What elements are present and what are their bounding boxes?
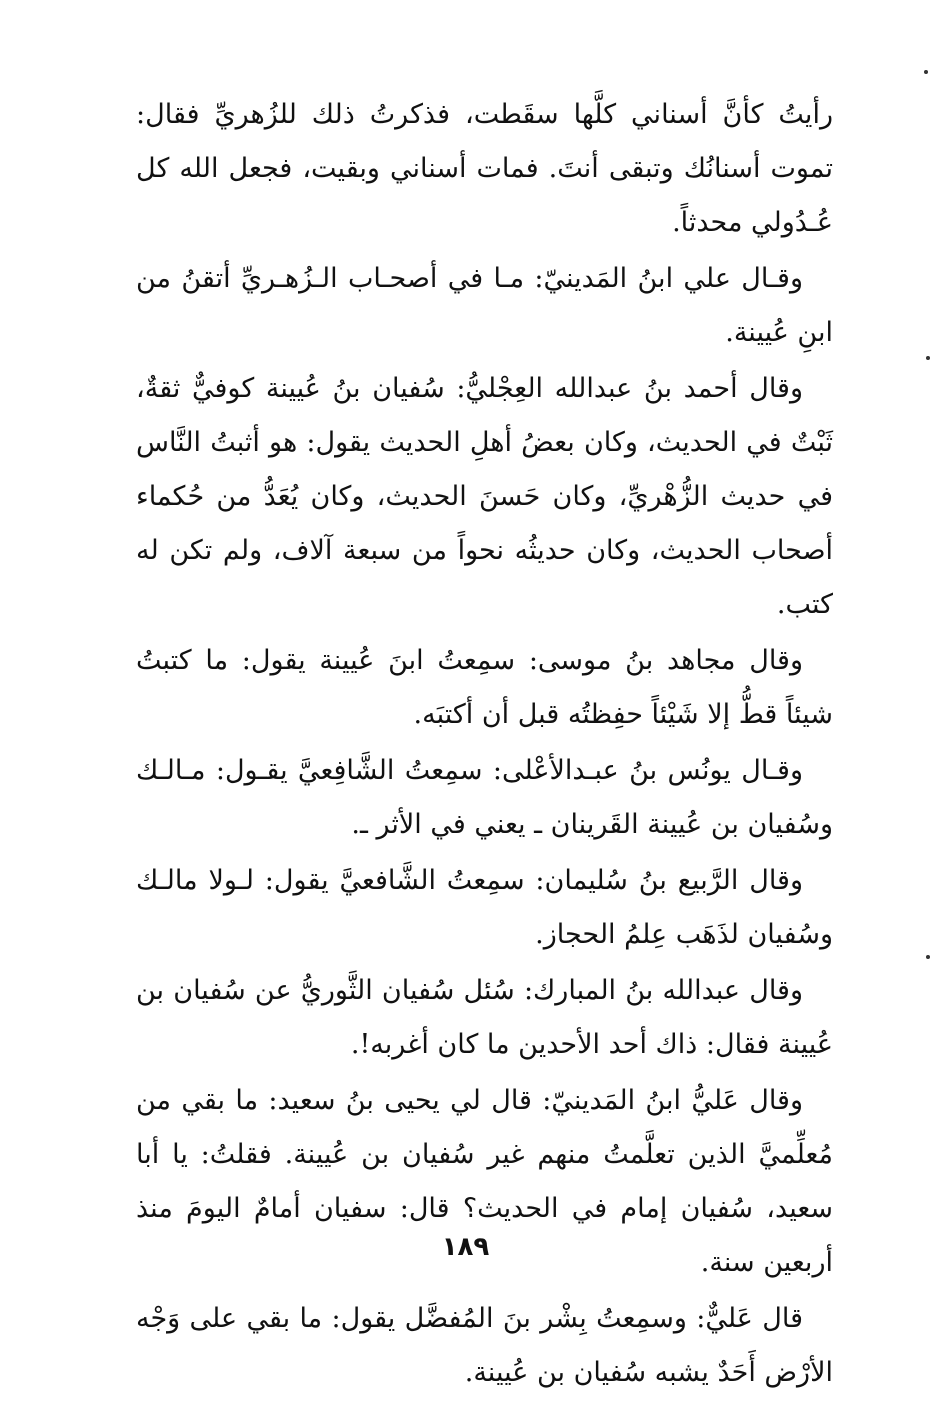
paragraph: وقال عَليُّ ابنُ المَدينيّ: قال لي يحيى بنُ سعيد: ما بقي من مُعلِّميَّ الذين تعلَّمتُ منهم غير سُفيان بن عُيينة. فقلتُ: يا أبا سعيد، سُفيان إمام في الحديث؟ قال: سفيان أمامٌ اليومَ منذ أربعين سنة.: [136, 1085, 833, 1278]
paragraph: وقال عبدالله بنُ المبارك: سُئل سُفيان الثَّوريُّ عن سُفيان بن عُيينة فقال: ذاك أحد الأحدين ما كان أغربه!.: [136, 975, 833, 1060]
paragraph: وقال مجاهد بنُ موسى: سمِعتُ ابنَ عُيينة يقول: ما كتبتُ شيئاً قطُّ إلا شَيْئاً حفِظتُه قبل أن أكتبَه.: [136, 645, 833, 730]
paragraph: قال عَليٌّ: وسمِعتُ بِشْر بنَ المُفضَّل يقول: ما بقي على وَجْه الأرْض أَحَدٌ يشبه سُفيان بن عُيينة.: [136, 1303, 833, 1388]
margin-dot: [926, 955, 930, 959]
paragraph: وقال الرَّبيع بنُ سُليمان: سمِعتُ الشَّافعيَّ يقول: لـولا مالـك وسُفيان لذَهَب عِلمُ الحجاز.: [136, 865, 833, 950]
paragraph: وقـال علي ابنُ المَدينيّ: مـا في أصحـاب الـزُهـريِّ أتقنُ من ابنِ عُيينة.: [136, 263, 833, 348]
margin-dot: [926, 356, 930, 360]
page-number: ١٨٩: [441, 1232, 490, 1262]
paragraph: رأيتُ كأنَّ أسناني كلَّها سقَطت، فذكرتُ ذلك للزُهريِّ فقال: تموت أسنانُك وتبقى أنتَ. فمات أسناني وبقيت، فجعل الله كل عُـدُولي محدثاً.: [136, 99, 833, 238]
margin-dot: [924, 70, 928, 74]
paragraph: وقال أحمد بنُ عبدالله العِجْليُّ: سُفيان بنُ عُيينة كوفيٌّ ثقةٌ، ثَبْتٌ في الحديث، وكان بعضُ أهلِ الحديث يقول: هو أثبتُ النَّاس في حديث الزُّهْريِّ، وكان حَسنَ الحديث، وكان يُعَدُّ من حُكماء أصحاب الحديث، وكان حديثُه نحواً من سبعة آلاف، ولم تكن له كتب.: [136, 373, 833, 620]
paragraph: وقـال يونُس بنُ عبـدالأعْلى: سمِعتُ الشَّافِعيَّ يقـول: مـالـك وسُفيان بن عُيينة القَرينان ـ يعني في الأثر ـ.: [136, 755, 833, 840]
body-text: [136, 88, 833, 1402]
